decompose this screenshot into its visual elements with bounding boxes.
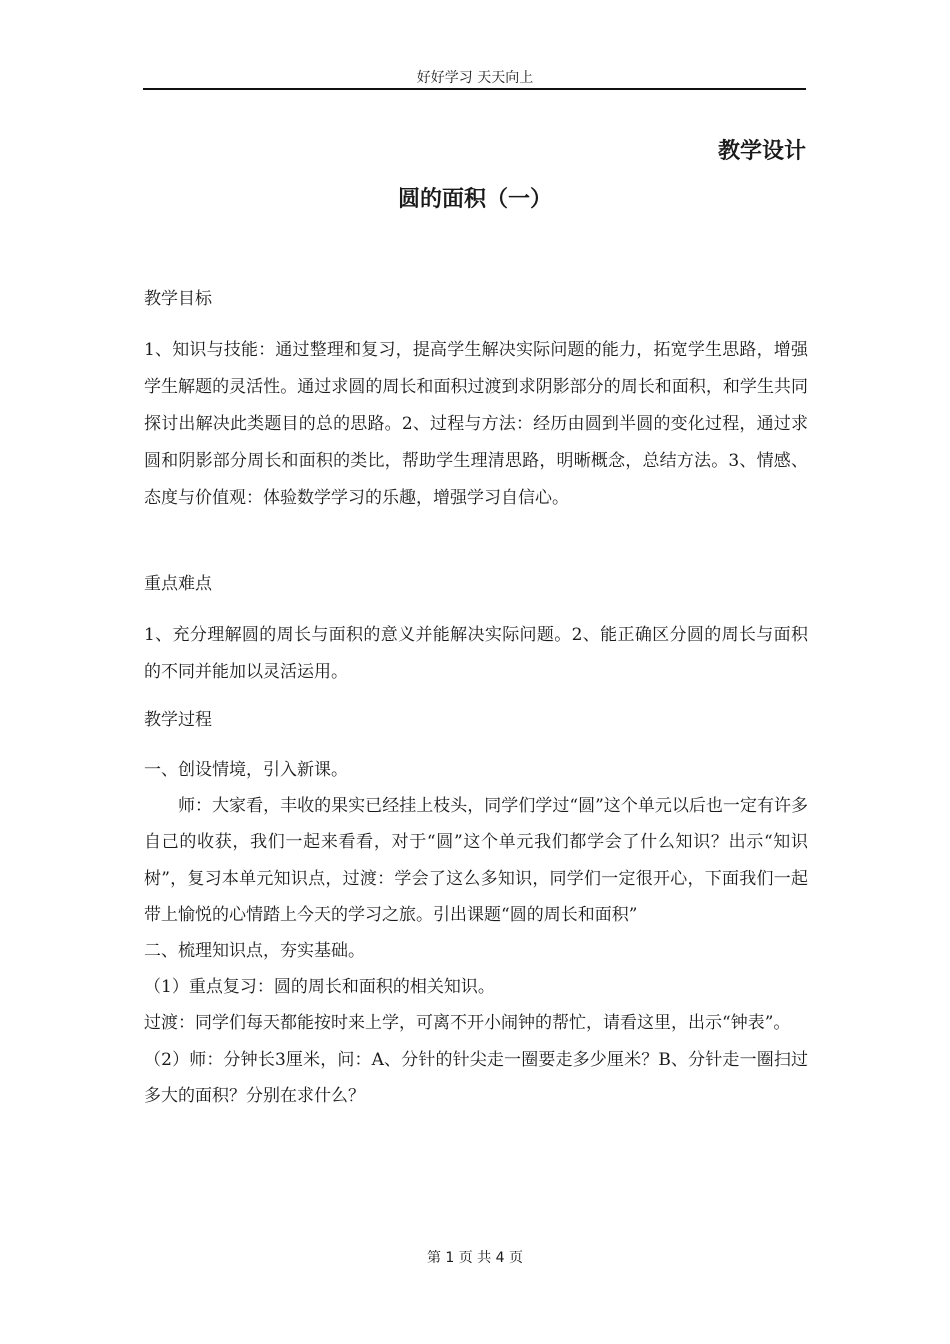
process-step-2: 二、梳理知识点，夯实基础。	[144, 941, 365, 962]
process-step-1: 一、创设情境，引入新课。	[144, 760, 348, 780]
process-item-2: （2）师：分钟长3厘米，问：A、分针的针尖走一圈要走多少厘米？B、分针走一圈扫过多大的面积？分别在求什么？	[144, 1049, 808, 1106]
header-rule	[143, 88, 806, 90]
key-points-heading: 重点难点	[144, 574, 212, 594]
objectives-body: 1、知识与技能：通过整理和复习，提高学生解决实际问题的能力，拓宽学生思路，增强学生解题的灵活性。通过求圆的周长和面积过渡到求阴影部分的周长和面积，和学生共同探讨出解决此类题目的总的思路。2、过程与方法：经历由圆到半圆的变化过程，通过求圆和阴影部分周长和面积的类比，帮助学生理清思路，明晰概念，总结方法。3、情感、态度与价值观：体验数学学习的乐趣，增强学习自信心。	[144, 340, 808, 508]
process-heading: 教学过程	[144, 710, 212, 730]
page-footer: 第 1 页 共 4 页	[426, 1250, 524, 1266]
process-body	[144, 752, 808, 1114]
process-item-1: （1）重点复习：圆的周长和面积的相关知识。	[144, 977, 495, 998]
doc-type-label: 教学设计	[717, 139, 806, 164]
process-transition: 过渡：同学们每天都能按时来上学，可离不开小闹钟的帮忙，请看这里，出示“钟表”。	[144, 1013, 791, 1034]
process-paragraph-teacher-intro: 师：大家看，丰收的果实已经挂上枝头，同学们学过“圆”这个单元以后也一定有许多自己的收获，我们一起来看看，对于“圆”这个单元我们都学会了什么知识？出示“知识树”，复习本单元知识点，过渡：学会了这么多知识，同学们一定很开心，下面我们一起带上愉悦的心情踏上今天的学习之旅。引出课题“圆的周长和面积”	[144, 796, 808, 925]
header-text: 好好学习 天天向上	[416, 70, 534, 86]
objectives-heading: 教学目标	[144, 289, 212, 309]
page-title: 圆的面积（一）	[397, 187, 552, 212]
key-points-body: 1、充分理解圆的周长与面积的意义并能解决实际问题。2、能正确区分圆的周长与面积的不同并能加以灵活运用。	[144, 625, 808, 682]
